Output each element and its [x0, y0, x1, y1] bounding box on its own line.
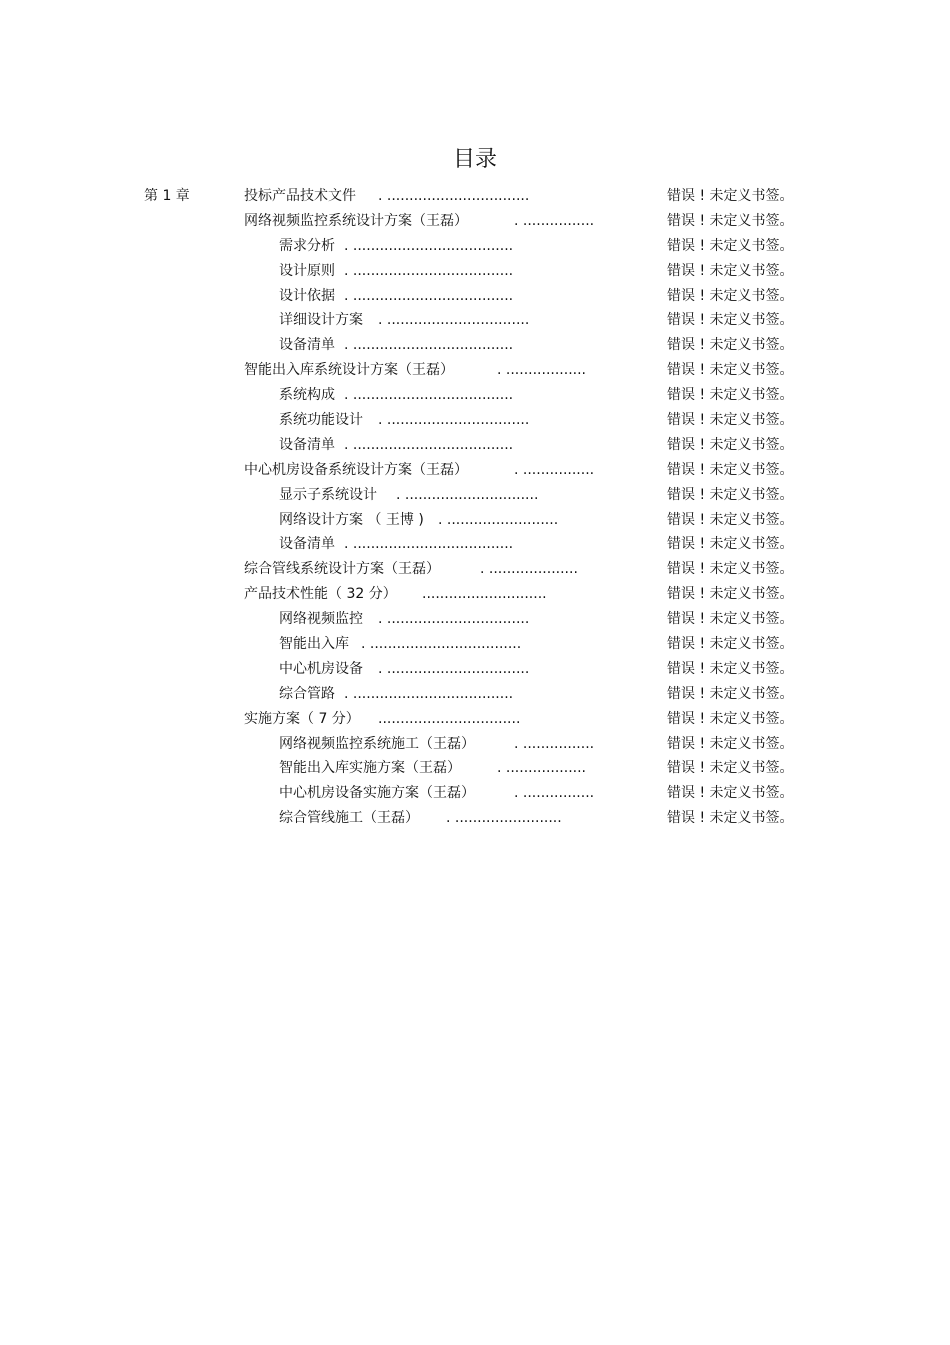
- chapter-label: 第 1 章: [144, 188, 190, 204]
- toc-page-ref: 错误 ! 未定义书签。: [667, 486, 794, 503]
- toc-page-ref: 错误 ! 未定义书签。: [667, 412, 794, 429]
- toc-leader: . ..............................: [396, 486, 539, 503]
- toc-entry-link[interactable]: 显示子系统设计: [279, 486, 377, 503]
- toc-page-ref: 错误 ! 未定义书签。: [667, 237, 794, 254]
- toc-page-ref: 错误 ! 未定义书签。: [667, 561, 794, 578]
- toc-row: [0, 732, 950, 757]
- toc-page-ref: 错误 ! 未定义书签。: [667, 710, 794, 727]
- toc-row: [0, 532, 950, 557]
- toc-entry-link[interactable]: 设备清单: [279, 536, 335, 553]
- toc-page-ref: 错误 ! 未定义书签。: [667, 337, 794, 354]
- toc-entry-link[interactable]: 网络视频监控: [279, 611, 363, 628]
- toc-page-ref: 错误 ! 未定义书签。: [667, 212, 794, 229]
- toc-leader: ............................: [422, 586, 547, 603]
- toc-entry-link[interactable]: 设计依据: [279, 287, 335, 304]
- toc-leader: . ................: [514, 785, 595, 802]
- toc-page-ref: 错误 ! 未定义书签。: [667, 611, 794, 628]
- toc-page-ref: 错误 ! 未定义书签。: [667, 685, 794, 702]
- toc-entry-link[interactable]: 网络视频监控系统施工（王磊）: [279, 735, 475, 752]
- toc-entry-link[interactable]: 综合管线系统设计方案（王磊）: [244, 561, 440, 578]
- toc-leader: ................................: [378, 710, 521, 727]
- toc-page-ref: 错误 ! 未定义书签。: [667, 536, 794, 553]
- toc-page-ref: 错误 ! 未定义书签。: [667, 660, 794, 677]
- toc-row: [0, 781, 950, 806]
- toc-row: [0, 607, 950, 632]
- toc-entry-link[interactable]: 智能出入库实施方案（王磊）: [279, 760, 461, 777]
- toc-leader: . ..................................: [361, 636, 522, 653]
- toc-leader: . ................................: [378, 312, 530, 329]
- toc-page-ref: 错误 ! 未定义书签。: [667, 188, 794, 204]
- toc-entry-link[interactable]: 设备清单: [279, 337, 335, 354]
- toc-row: [0, 358, 950, 383]
- toc-leader: . ....................................: [344, 337, 514, 354]
- toc-leader: . ................: [514, 461, 595, 478]
- toc-row: [0, 582, 950, 607]
- toc-page-ref: 错误 ! 未定义书签。: [667, 387, 794, 404]
- toc-page-ref: 错误 ! 未定义书签。: [667, 810, 794, 827]
- toc-row: [0, 333, 950, 358]
- toc-row: [0, 632, 950, 657]
- toc-leader: . ....................: [480, 561, 578, 578]
- toc-row: [0, 483, 950, 508]
- toc-page-ref: 错误 ! 未定义书签。: [667, 461, 794, 478]
- toc-entry-link[interactable]: 网络设计方案 （ 王博 ): [279, 511, 424, 528]
- toc-leader: . ....................................: [344, 287, 514, 304]
- toc-entry-link[interactable]: 综合管路: [279, 685, 335, 702]
- toc-row: [0, 259, 950, 284]
- toc-entry-link[interactable]: 设备清单: [279, 436, 335, 453]
- toc-leader: . ....................................: [344, 536, 514, 553]
- toc-page-ref: 错误 ! 未定义书签。: [667, 312, 794, 329]
- toc-leader: . ..................: [497, 760, 587, 777]
- toc-entry-link[interactable]: 需求分析: [279, 237, 335, 254]
- table-of-contents: [0, 184, 950, 831]
- toc-row: [0, 433, 950, 458]
- toc-leader: . ....................................: [344, 387, 514, 404]
- toc-leader: . ....................................: [344, 237, 514, 254]
- toc-page-ref: 错误 ! 未定义书签。: [667, 511, 794, 528]
- toc-leader: . ................................: [378, 660, 530, 677]
- toc-title: 目录: [452, 147, 497, 172]
- toc-leader: . ..................: [497, 362, 587, 379]
- toc-row: [0, 408, 950, 433]
- toc-entry-link[interactable]: 详细设计方案: [279, 312, 363, 329]
- toc-entry-link[interactable]: 网络视频监控系统设计方案（王磊）: [244, 212, 468, 229]
- toc-page-ref: 错误 ! 未定义书签。: [667, 586, 794, 603]
- toc-row: [0, 682, 950, 707]
- toc-entry-link[interactable]: 实施方案（ 7 分）: [244, 710, 360, 727]
- toc-leader: . ................................: [378, 188, 530, 204]
- toc-page-ref: 错误 ! 未定义书签。: [667, 785, 794, 802]
- toc-row: [0, 308, 950, 333]
- toc-entry-link[interactable]: 综合管线施工（王磊）: [279, 810, 419, 827]
- toc-entry-link[interactable]: 系统构成: [279, 387, 335, 404]
- toc-entry-link[interactable]: 中心机房设备实施方案（王磊）: [279, 785, 475, 802]
- toc-page-ref: 错误 ! 未定义书签。: [667, 436, 794, 453]
- toc-page-ref: 错误 ! 未定义书签。: [667, 636, 794, 653]
- toc-row: [0, 383, 950, 408]
- toc-row: [0, 707, 950, 732]
- toc-leader: . .........................: [438, 511, 559, 528]
- toc-entry-link[interactable]: 智能出入库: [279, 636, 349, 653]
- toc-entry-link[interactable]: 投标产品技术文件: [244, 188, 356, 204]
- toc-page-ref: 错误 ! 未定义书签。: [667, 262, 794, 279]
- toc-entry-link[interactable]: 产品技术性能（ 32 分）: [244, 586, 397, 603]
- toc-entry-link[interactable]: 中心机房设备系统设计方案（王磊）: [244, 461, 468, 478]
- toc-leader: . ....................................: [344, 685, 514, 702]
- toc-row: [0, 209, 950, 234]
- toc-row: [0, 184, 950, 209]
- toc-leader: . ................................: [378, 611, 530, 628]
- toc-entry-link[interactable]: 中心机房设备: [279, 660, 363, 677]
- toc-entry-link[interactable]: 系统功能设计: [279, 412, 363, 429]
- toc-leader: . ........................: [446, 810, 562, 827]
- toc-row: [0, 657, 950, 682]
- toc-leader: . ................: [514, 212, 595, 229]
- toc-leader: . ................................: [378, 412, 530, 429]
- toc-row: [0, 458, 950, 483]
- toc-leader: . ....................................: [344, 436, 514, 453]
- toc-page-ref: 错误 ! 未定义书签。: [667, 760, 794, 777]
- toc-leader: . ....................................: [344, 262, 514, 279]
- toc-row: [0, 284, 950, 309]
- toc-entry-link[interactable]: 设计原则: [279, 262, 335, 279]
- toc-page-ref: 错误 ! 未定义书签。: [667, 735, 794, 752]
- toc-row: [0, 508, 950, 533]
- toc-page-ref: 错误 ! 未定义书签。: [667, 287, 794, 304]
- toc-row: [0, 806, 950, 831]
- toc-row: [0, 234, 950, 259]
- toc-row: [0, 557, 950, 582]
- toc-page-ref: 错误 ! 未定义书签。: [667, 362, 794, 379]
- toc-entry-link[interactable]: 智能出入库系统设计方案（王磊）: [244, 362, 454, 379]
- toc-leader: . ................: [514, 735, 595, 752]
- toc-row: [0, 756, 950, 781]
